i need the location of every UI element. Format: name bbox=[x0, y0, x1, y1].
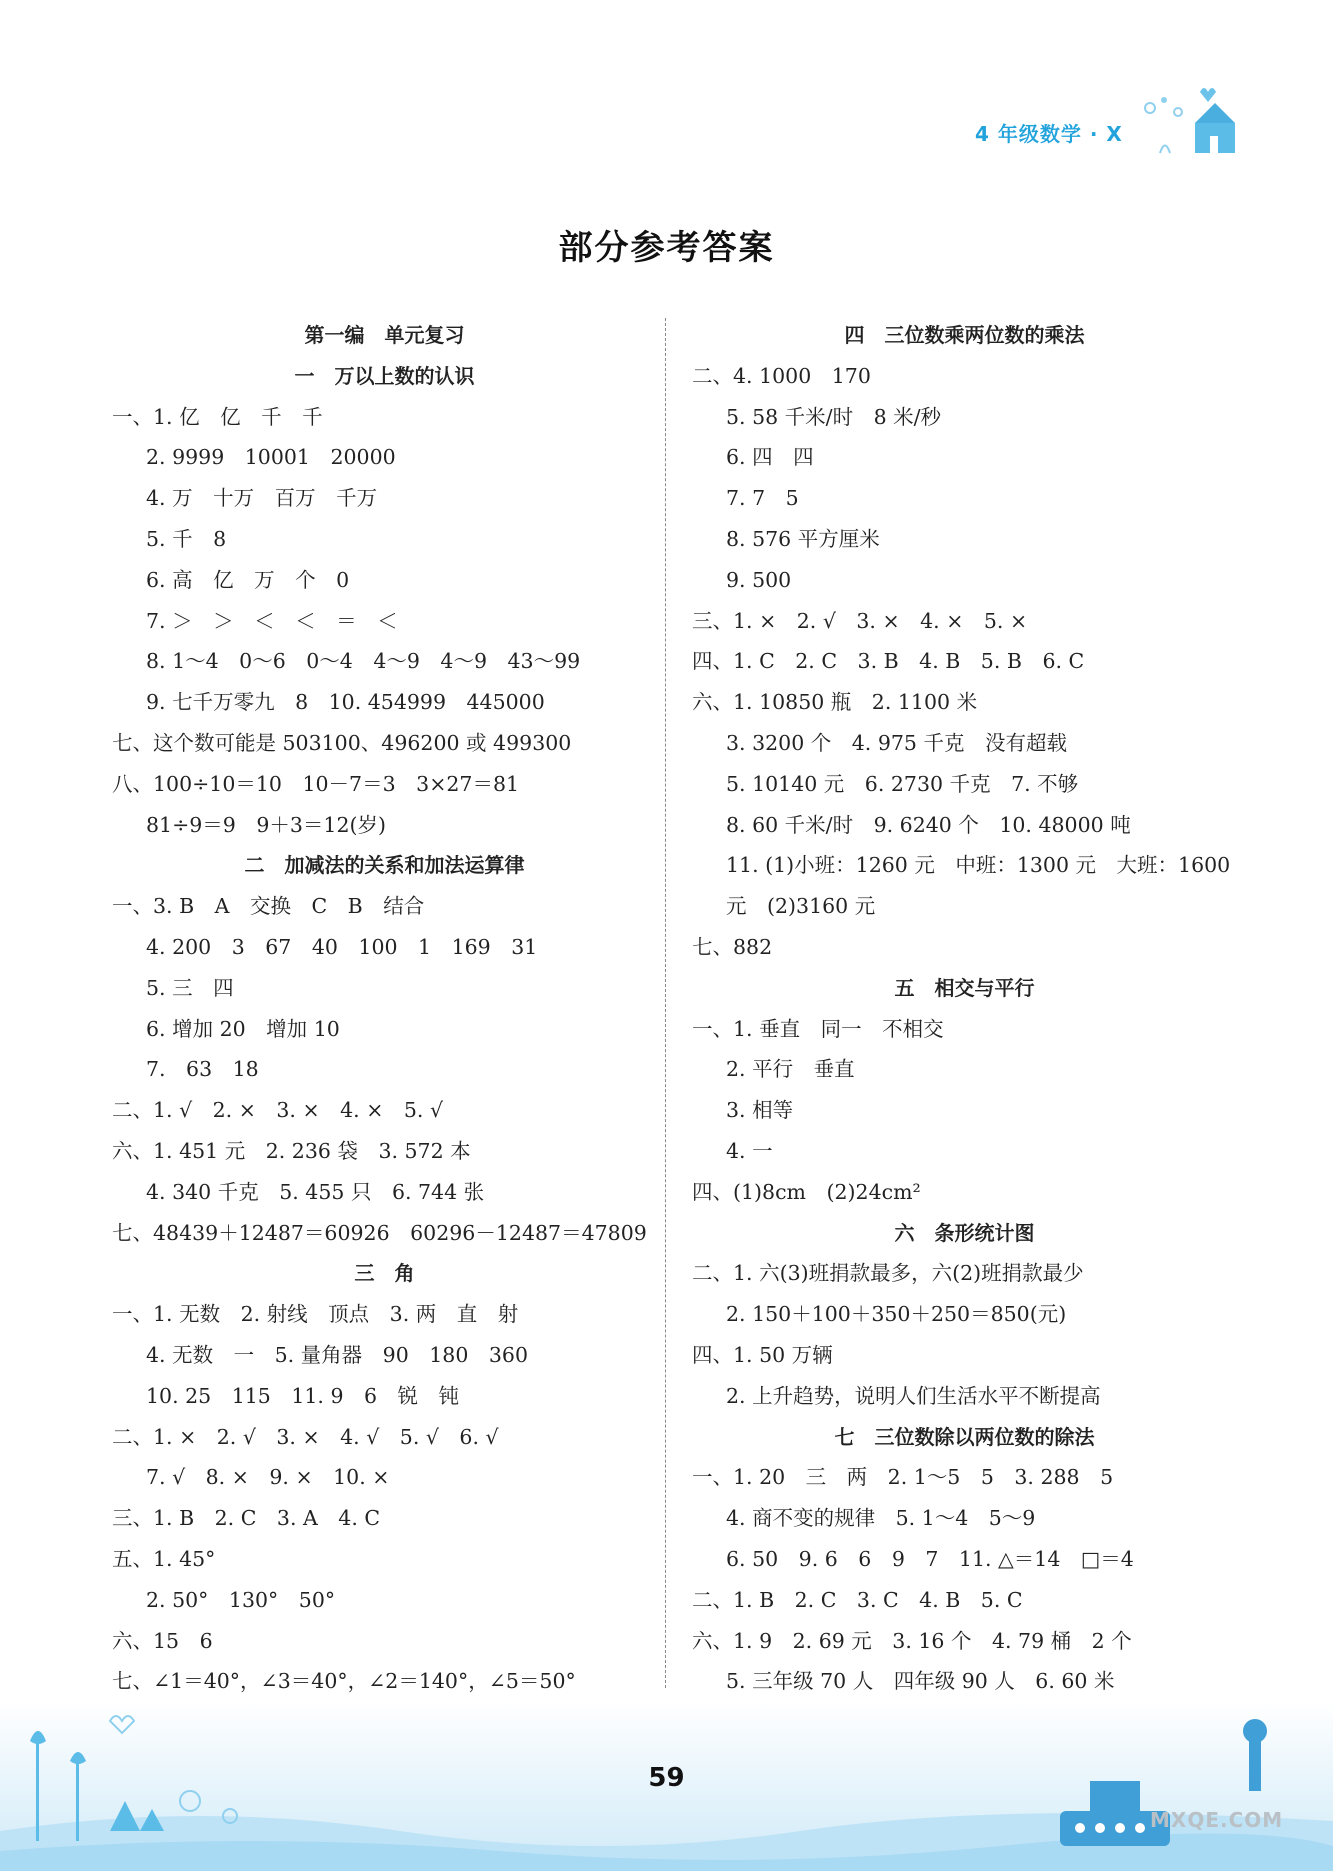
answer-line: 一、1. 亿 亿 千 千 bbox=[112, 404, 323, 429]
answer-line: 四、(1)8cm (2)24cm² bbox=[692, 1179, 921, 1204]
answer-line: 7. 7 5 bbox=[726, 486, 799, 511]
answer-line: 五、1. 45° bbox=[112, 1546, 216, 1571]
answer-line: 6. 50 9. 6 6 9 7 11. △＝14 □＝4 bbox=[726, 1546, 1134, 1571]
answer-line: 一、3. B A 交换 C B 结合 bbox=[112, 894, 425, 919]
answer-line: 2. 150＋100＋350＋250＝850(元) bbox=[726, 1302, 1067, 1327]
answer-line: 5. 10140 元 6. 2730 千克 7. 不够 bbox=[726, 771, 1079, 796]
answer-line: 4. 万 十万 百万 千万 bbox=[146, 486, 378, 511]
answer-line: 3. 3200 个 4. 975 千克 没有超载 bbox=[726, 730, 1067, 755]
answer-line: 4. 无数 一 5. 量角器 90 180 360 bbox=[146, 1342, 528, 1367]
answer-line: 11. (1)小班：1260 元 中班：1300 元 大班：1600 bbox=[726, 853, 1231, 878]
section-heading: 第一编 单元复习 bbox=[304, 323, 465, 347]
answer-line: 6. 增加 20 增加 10 bbox=[146, 1016, 340, 1041]
header-label: 4 年级数学 · X bbox=[975, 122, 1123, 146]
answer-line: 8. 576 平方厘米 bbox=[726, 526, 880, 551]
section-heading: 三 角 bbox=[354, 1261, 415, 1286]
answer-line: 六、1. 9 2. 69 元 3. 16 个 4. 79 桶 2 个 bbox=[692, 1628, 1132, 1653]
answer-line: 2. 上升趋势，说明人们生活水平不断提高 bbox=[726, 1383, 1101, 1408]
answer-line: 七、48439＋12487＝60926 60296－12487＝47809 bbox=[112, 1220, 647, 1245]
answer-line: 5. 千 8 bbox=[146, 526, 227, 551]
answer-line: 一、1. 垂直 同一 不相交 bbox=[692, 1016, 944, 1041]
answer-line: 5. 58 千米/时 8 米/秒 bbox=[726, 404, 942, 429]
answer-line: 七、这个数可能是 503100、496200 或 499300 bbox=[112, 730, 572, 755]
answer-line: 81÷9＝9 9＋3＝12(岁) bbox=[146, 812, 387, 837]
answer-line: 7. 63 18 bbox=[146, 1057, 259, 1082]
answer-line: 2. 9999 10001 20000 bbox=[146, 445, 396, 470]
answer-line: 一、1. 无数 2. 射线 顶点 3. 两 直 射 bbox=[112, 1302, 519, 1327]
answer-line: 二、1. × 2. √ 3. × 4. √ 5. √ 6. √ bbox=[112, 1424, 499, 1449]
answer-line: 七、882 bbox=[692, 934, 773, 959]
answer-line: 二、1. B 2. C 3. C 4. B 5. C bbox=[692, 1587, 1023, 1612]
answer-line: 八、100÷10＝10 10－7＝3 3×27＝81 bbox=[112, 771, 520, 796]
answer-line: 5. 三年级 70 人 四年级 90 人 6. 60 米 bbox=[726, 1669, 1115, 1694]
answer-line: 四、1. C 2. C 3. B 4. B 5. B 6. C bbox=[692, 649, 1085, 674]
answer-line: 2. 50° 130° 50° bbox=[146, 1587, 336, 1612]
answer-line: 元 (2)3160 元 bbox=[726, 894, 876, 919]
answer-line: 三、1. B 2. C 3. A 4. C bbox=[112, 1506, 381, 1531]
page-number: 59 bbox=[648, 1763, 685, 1793]
right-column bbox=[692, 315, 1237, 1702]
page-title: 部分参考答案 bbox=[558, 228, 775, 268]
answer-line: 4. 340 千克 5. 455 只 6. 744 张 bbox=[146, 1179, 485, 1204]
answer-line: 5. 三 四 bbox=[146, 975, 234, 1000]
watermark: MXQE.COM bbox=[1150, 1808, 1284, 1832]
answer-line: 8. 60 千米/时 9. 6240 个 10. 48000 吨 bbox=[726, 812, 1131, 837]
section-heading: 一 万以上数的认识 bbox=[294, 363, 475, 388]
answer-line: 8. 1～4 0～6 0～4 4～9 4～9 43～99 bbox=[146, 649, 581, 674]
answer-line: 七、∠1＝40°，∠3＝40°，∠2＝140°，∠5＝50° bbox=[112, 1669, 576, 1694]
answer-line: 4. 200 3 67 40 100 1 169 31 bbox=[146, 934, 538, 959]
section-heading: 五 相交与平行 bbox=[894, 975, 1035, 1000]
column-divider bbox=[665, 318, 666, 1688]
answer-line: 3. 相等 bbox=[726, 1098, 794, 1123]
answer-line: 4. 一 bbox=[726, 1138, 773, 1163]
answer-line: 7. ＞ ＞ ＜ ＜ ＝ ＜ bbox=[146, 608, 398, 633]
castle-decoration-icon bbox=[1140, 78, 1250, 158]
answer-line: 二、4. 1000 170 bbox=[692, 363, 871, 388]
left-column bbox=[112, 315, 657, 1702]
answer-line: 六、1. 10850 瓶 2. 1100 米 bbox=[692, 690, 978, 715]
answer-line: 2. 平行 垂直 bbox=[726, 1057, 855, 1082]
answer-line: 9. 七千万零九 8 10. 454999 445000 bbox=[146, 690, 545, 715]
answer-line: 10. 25 115 11. 9 6 锐 钝 bbox=[146, 1383, 460, 1408]
answer-line: 6. 四 四 bbox=[726, 445, 814, 470]
section-heading: 七 三位数除以两位数的除法 bbox=[834, 1424, 1095, 1449]
answer-line: 4. 商不变的规律 5. 1～4 5～9 bbox=[726, 1506, 1036, 1531]
answer-line: 四、1. 50 万辆 bbox=[692, 1342, 833, 1367]
answer-line: 9. 500 bbox=[726, 567, 792, 592]
answer-line: 六、1. 451 元 2. 236 袋 3. 572 本 bbox=[112, 1138, 471, 1163]
answer-line: 6. 高 亿 万 个 0 bbox=[146, 567, 350, 592]
answer-line: 7. √ 8. × 9. × 10. × bbox=[146, 1465, 390, 1490]
answer-line: 三、1. × 2. √ 3. × 4. × 5. × bbox=[692, 608, 1028, 633]
answer-line: 六、15 6 bbox=[112, 1628, 213, 1653]
answer-line: 一、1. 20 三 两 2. 1～5 5 3. 288 5 bbox=[692, 1465, 1114, 1490]
section-heading: 二 加减法的关系和加法运算律 bbox=[244, 853, 525, 878]
section-heading: 四 三位数乘两位数的乘法 bbox=[844, 323, 1085, 347]
answer-line: 二、1. 六(3)班捐款最多，六(2)班捐款最少 bbox=[692, 1261, 1084, 1286]
section-heading: 六 条形统计图 bbox=[894, 1220, 1035, 1245]
answer-line: 二、1. √ 2. × 3. × 4. × 5. √ bbox=[112, 1098, 444, 1123]
